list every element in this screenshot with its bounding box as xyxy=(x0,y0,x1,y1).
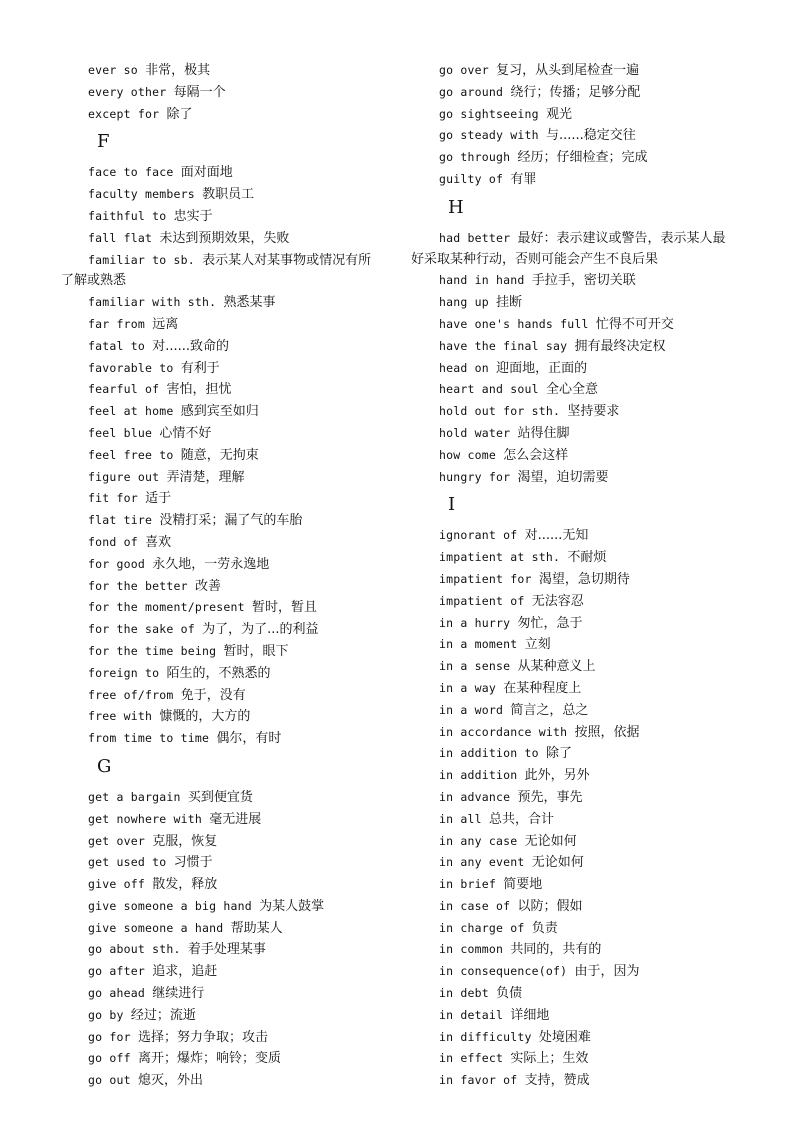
english-phrase: in brief xyxy=(439,877,496,892)
english-phrase: in a hurry xyxy=(439,615,511,630)
phrase-entry xyxy=(88,641,388,663)
phrase-entry xyxy=(439,547,739,569)
phrase-entry xyxy=(439,423,739,445)
phrase-entry xyxy=(439,270,739,292)
english-phrase: hold out for sth. xyxy=(439,404,561,419)
english-phrase: face to face xyxy=(88,165,174,180)
chinese-definition: 每隔一个 xyxy=(173,84,226,100)
english-phrase: in accordance with xyxy=(439,724,568,739)
phrase-entry xyxy=(88,554,388,576)
chinese-definition: 毫无进展 xyxy=(209,811,262,827)
phrase-entry xyxy=(439,525,739,547)
chinese-definition: 永久地，一劳永逸地 xyxy=(152,556,270,572)
chinese-definition: 习惯于 xyxy=(173,855,213,871)
left-column xyxy=(61,60,388,1092)
phrase-entry xyxy=(88,162,388,184)
phrase-entry xyxy=(439,765,739,787)
chinese-definition: 喜欢 xyxy=(145,534,172,550)
phrase-entry xyxy=(88,1027,388,1049)
chinese-definition: 克服，恢复 xyxy=(152,833,218,849)
chinese-definition: 渴望，迫切需要 xyxy=(517,469,609,485)
english-phrase: for good xyxy=(88,556,145,571)
english-phrase: ever so xyxy=(88,63,138,77)
phrase-entry xyxy=(439,379,739,401)
phrase-entry xyxy=(439,634,739,656)
chinese-definition: 无论如何 xyxy=(531,855,584,871)
chinese-definition: 买到便宜货 xyxy=(187,789,253,805)
english-phrase: give someone a hand xyxy=(88,920,224,935)
phrase-entry xyxy=(88,292,388,314)
chinese-definition: 忙得不可开交 xyxy=(595,316,674,332)
phrase-entry xyxy=(439,852,739,874)
english-phrase: from time to time xyxy=(88,731,210,746)
phrase-entry xyxy=(88,510,388,532)
chinese-definition: 没精打采；漏了气的车胎 xyxy=(159,513,303,529)
chinese-definition: 立刻 xyxy=(524,637,551,653)
english-phrase: in charge of xyxy=(439,920,525,935)
phrase-entry xyxy=(439,1027,739,1049)
chinese-definition: 负债 xyxy=(496,986,523,1002)
phrase-entry xyxy=(88,728,388,750)
chinese-definition: 暂时，眼下 xyxy=(223,643,289,659)
phrase-entry xyxy=(88,685,388,707)
phrase-entry xyxy=(88,82,388,104)
phrase-entry xyxy=(439,722,739,744)
chinese-definition: 以防；假如 xyxy=(517,898,583,914)
chinese-definition: 帮助某人 xyxy=(230,920,283,936)
phrase-entry xyxy=(88,896,388,918)
english-phrase: hold water xyxy=(439,425,511,440)
english-phrase: in a way xyxy=(439,680,496,695)
english-phrase: go for xyxy=(88,1029,131,1044)
chinese-definition: 支持，赞成 xyxy=(524,1073,590,1089)
phrase-entry xyxy=(88,874,388,896)
chinese-definition: 对......致命的 xyxy=(152,338,230,354)
phrase-entry xyxy=(439,831,739,853)
phrase-entry xyxy=(439,700,739,722)
english-phrase: in debt xyxy=(439,986,489,1001)
chinese-definition: 经过；流逝 xyxy=(130,1007,196,1023)
chinese-definition: 从某种意义上 xyxy=(517,659,596,675)
english-phrase: free of/from xyxy=(88,687,174,702)
english-phrase: hand in hand xyxy=(439,273,525,288)
chinese-definition: 无论如何 xyxy=(524,833,577,849)
phrase-entry xyxy=(88,918,388,940)
phrase-entry xyxy=(439,467,739,489)
chinese-definition: 有罪 xyxy=(510,171,537,187)
phrase-entry xyxy=(88,379,388,401)
chinese-definition: 详细地 xyxy=(510,1007,550,1023)
section-letter-heading: G xyxy=(97,755,112,777)
chinese-definition: 负责 xyxy=(531,920,558,936)
english-phrase: in detail xyxy=(439,1007,504,1022)
chinese-definition: 此外，另外 xyxy=(524,768,590,784)
chinese-definition: 散发，释放 xyxy=(152,877,218,893)
english-phrase: go about sth. xyxy=(88,942,181,957)
english-phrase: favorable to xyxy=(88,360,174,375)
phrase-entry xyxy=(439,445,739,467)
chinese-definition: 简要地 xyxy=(503,877,543,893)
phrase-entry xyxy=(439,169,739,191)
chinese-definition: 为某人鼓掌 xyxy=(259,898,325,914)
english-phrase: give someone a big hand xyxy=(88,898,252,913)
english-phrase: hang up xyxy=(439,295,489,310)
english-phrase: in advance xyxy=(439,789,511,804)
chinese-definition: 最好：表示建议或警告，表示某人最 xyxy=(517,230,726,246)
phrase-entry xyxy=(88,706,388,728)
english-phrase: in any event xyxy=(439,855,525,870)
phrase-entry xyxy=(88,314,388,336)
chinese-definition: 面对面地 xyxy=(180,165,233,181)
phrase-entry xyxy=(439,60,739,82)
english-phrase: have the final say xyxy=(439,338,568,353)
chinese-definition: 弄清楚，理解 xyxy=(166,469,245,485)
chinese-definition: 匆忙，急于 xyxy=(517,615,583,631)
english-phrase: guilty of xyxy=(439,171,504,186)
chinese-definition: 渴望，急切期待 xyxy=(538,571,630,587)
phrase-entry xyxy=(88,983,388,1005)
english-phrase: fond of xyxy=(88,534,138,549)
chinese-definition-continued: 好采取某种行动，否则可能会产生不良后果 xyxy=(411,251,659,267)
chinese-definition: 总共，合计 xyxy=(488,811,554,827)
english-phrase: in addition xyxy=(439,768,518,783)
phrase-entry xyxy=(439,743,739,765)
english-phrase: except for xyxy=(88,106,160,121)
phrase-entry xyxy=(439,591,739,613)
phrase-entry xyxy=(88,663,388,685)
english-phrase: heart and soul xyxy=(439,382,539,397)
english-phrase: get over xyxy=(88,833,145,848)
chinese-definition: 在某种程度上 xyxy=(503,680,582,696)
english-phrase: for the better xyxy=(88,578,188,593)
phrase-entry xyxy=(88,1070,388,1092)
chinese-definition: 免于，没有 xyxy=(180,687,246,703)
phrase-entry xyxy=(439,125,739,147)
chinese-definition: 处境困难 xyxy=(538,1029,591,1045)
chinese-definition: 绕行；传播；足够分配 xyxy=(510,84,641,100)
english-phrase: feel blue xyxy=(88,425,153,440)
phrase-entry xyxy=(88,831,388,853)
english-phrase: fit for xyxy=(88,491,138,506)
english-phrase: impatient at sth. xyxy=(439,550,561,565)
phrase-entry xyxy=(439,292,739,314)
english-phrase: go ahead xyxy=(88,986,145,1001)
english-phrase: in addition to xyxy=(439,746,539,761)
chinese-definition: 全心全意 xyxy=(545,382,598,398)
english-phrase: free with xyxy=(88,709,153,724)
phrase-entry xyxy=(439,401,739,423)
english-phrase: in any case xyxy=(439,833,518,848)
chinese-definition: 熄灭，外出 xyxy=(137,1073,203,1089)
phrase-entry xyxy=(88,1048,388,1070)
chinese-definition: 共同的，共有的 xyxy=(510,942,602,958)
phrase-entry xyxy=(439,569,739,591)
phrase-entry xyxy=(88,1005,388,1027)
english-phrase: faculty members xyxy=(88,187,195,202)
chinese-definition: 害怕，担忧 xyxy=(166,382,232,398)
chinese-definition: 着手处理某事 xyxy=(187,942,266,958)
phrase-entry xyxy=(439,82,739,104)
english-phrase: feel at home xyxy=(88,404,174,419)
chinese-definition: 拥有最终决定权 xyxy=(574,338,666,354)
chinese-definition: 慷慨的，大方的 xyxy=(159,709,251,725)
phrase-entry xyxy=(439,874,739,896)
chinese-definition: 实际上；生效 xyxy=(510,1051,589,1067)
chinese-definition: 非常，极其 xyxy=(145,63,211,78)
phrase-entry xyxy=(88,104,388,126)
chinese-definition: 熟悉某事 xyxy=(223,295,276,311)
phrase-entry xyxy=(439,314,739,336)
english-phrase: ignorant of xyxy=(439,528,518,543)
chinese-definition: 手拉手，密切关联 xyxy=(531,273,636,289)
chinese-definition: 陌生的，不熟悉的 xyxy=(166,665,271,681)
section-letter-heading: F xyxy=(97,131,110,153)
phrase-entry xyxy=(88,228,388,250)
english-phrase: for the time being xyxy=(88,643,217,658)
chinese-definition: 适于 xyxy=(145,491,172,507)
phrase-entry xyxy=(88,60,388,82)
english-phrase: in a sense xyxy=(439,659,511,674)
chinese-definition: 暂时，暂且 xyxy=(251,600,317,616)
chinese-definition: 由于，因为 xyxy=(574,964,640,980)
english-phrase: go after xyxy=(88,964,145,979)
phrase-entry xyxy=(439,983,739,1005)
english-phrase: fall flat xyxy=(88,230,153,245)
english-phrase: get a bargain xyxy=(88,789,181,804)
section-letter-heading: I xyxy=(448,494,456,516)
chinese-definition-continued: 了解或熟悉 xyxy=(61,273,127,289)
section-letter-heading: H xyxy=(448,196,464,218)
english-phrase: have one's hands full xyxy=(439,316,589,331)
chinese-definition: 改善 xyxy=(194,578,221,594)
english-phrase: for the sake of xyxy=(88,622,195,637)
chinese-definition: 远离 xyxy=(152,316,179,332)
phrase-entry xyxy=(439,147,739,169)
english-phrase: flat tire xyxy=(88,513,153,528)
english-phrase: in case of xyxy=(439,898,511,913)
english-phrase: feel free to xyxy=(88,447,174,462)
phrase-entry xyxy=(439,678,739,700)
chinese-definition: 经历；仔细检查；完成 xyxy=(517,150,648,166)
chinese-definition: 除了 xyxy=(166,106,193,122)
chinese-definition: 追求，追赶 xyxy=(152,964,218,980)
english-phrase: in difficulty xyxy=(439,1029,532,1044)
phrase-entry xyxy=(439,918,739,940)
phrase-entry xyxy=(88,401,388,423)
english-phrase: get nowhere with xyxy=(88,811,202,826)
phrase-entry xyxy=(88,576,388,598)
english-phrase: go out xyxy=(88,1073,131,1088)
english-phrase: impatient of xyxy=(439,593,525,608)
chinese-definition: 复习，从头到尾检查一遍 xyxy=(496,63,640,78)
chinese-definition: 与......稳定交往 xyxy=(545,128,636,144)
english-phrase: for the moment/present xyxy=(88,600,245,615)
english-phrase: how come xyxy=(439,447,496,462)
phrase-entry xyxy=(88,445,388,467)
chinese-definition: 坚持要求 xyxy=(567,404,620,420)
right-column xyxy=(411,60,739,1092)
english-phrase: go steady with xyxy=(439,128,539,143)
chinese-definition: 不耐烦 xyxy=(567,550,607,566)
english-phrase: go through xyxy=(439,150,511,165)
chinese-definition: 心情不好 xyxy=(159,425,212,441)
chinese-definition: 有利于 xyxy=(180,360,220,376)
english-phrase: go off xyxy=(88,1051,131,1066)
chinese-definition: 离开；爆炸；响铃；变质 xyxy=(137,1051,281,1067)
english-phrase: far from xyxy=(88,316,145,331)
phrase-entry xyxy=(439,939,739,961)
english-phrase: go around xyxy=(439,84,504,99)
chinese-definition: 教职员工 xyxy=(202,187,255,203)
phrase-entry xyxy=(439,787,739,809)
phrase-entry xyxy=(439,358,739,380)
english-phrase: in favor of xyxy=(439,1073,518,1088)
phrase-entry xyxy=(88,809,388,831)
phrase-entry xyxy=(88,619,388,641)
chinese-definition: 对......无知 xyxy=(524,528,589,544)
english-phrase: go over xyxy=(439,63,489,77)
phrase-entry xyxy=(88,467,388,489)
chinese-definition: 挂断 xyxy=(496,295,523,311)
english-phrase: had better xyxy=(439,230,511,245)
chinese-definition: 预先，事先 xyxy=(517,789,583,805)
phrase-entry xyxy=(88,787,388,809)
english-phrase: get used to xyxy=(88,855,167,870)
chinese-definition: 除了 xyxy=(545,746,572,762)
phrase-entry xyxy=(88,358,388,380)
english-phrase: familiar with sth. xyxy=(88,295,217,310)
english-phrase: foreign to xyxy=(88,665,160,680)
phrase-entry xyxy=(88,206,388,228)
english-phrase: figure out xyxy=(88,469,160,484)
chinese-definition: 偶尔，有时 xyxy=(216,731,282,747)
english-phrase: faithful to xyxy=(88,208,167,223)
english-phrase: hungry for xyxy=(439,469,511,484)
chinese-definition: 按照，依据 xyxy=(574,724,640,740)
chinese-definition: 观光 xyxy=(545,106,572,122)
phrase-entry xyxy=(439,656,739,678)
phrase-entry xyxy=(439,896,739,918)
phrase-entry xyxy=(88,597,388,619)
phrase-entry xyxy=(439,1005,739,1027)
phrase-entry xyxy=(411,228,739,271)
english-phrase: in a moment xyxy=(439,637,518,652)
english-phrase: in all xyxy=(439,811,482,826)
phrase-entry xyxy=(439,1070,739,1092)
english-phrase: in common xyxy=(439,942,504,957)
chinese-definition: 随意，无拘束 xyxy=(180,447,259,463)
chinese-definition: 忠实于 xyxy=(173,208,213,224)
chinese-definition: 表示某人对某事物或情况有所 xyxy=(202,252,372,268)
phrase-entry xyxy=(439,613,739,635)
english-phrase: fearful of xyxy=(88,382,160,397)
phrase-entry xyxy=(439,336,739,358)
phrase-entry xyxy=(88,488,388,510)
english-phrase: go sightseeing xyxy=(439,106,539,121)
english-phrase: go by xyxy=(88,1007,124,1022)
english-phrase: familiar to sb. xyxy=(88,252,195,267)
phrase-entry xyxy=(88,184,388,206)
phrase-entry xyxy=(61,250,388,293)
phrase-entry xyxy=(88,852,388,874)
english-phrase: every other xyxy=(88,84,167,99)
phrase-entry xyxy=(439,961,739,983)
phrase-entry xyxy=(88,939,388,961)
chinese-definition: 站得住脚 xyxy=(517,425,570,441)
chinese-definition: 无法容忍 xyxy=(531,593,584,609)
phrase-entry xyxy=(439,809,739,831)
english-phrase: head on xyxy=(439,360,489,375)
chinese-definition: 为了，为了...的利益 xyxy=(202,622,319,638)
phrase-entry xyxy=(88,336,388,358)
chinese-definition: 感到宾至如归 xyxy=(180,404,259,420)
phrase-entry xyxy=(88,532,388,554)
english-phrase: in consequence(of) xyxy=(439,964,568,979)
english-phrase: in effect xyxy=(439,1051,504,1066)
phrase-entry xyxy=(88,961,388,983)
chinese-definition: 选择；努力争取；攻击 xyxy=(137,1029,268,1045)
english-phrase: in a word xyxy=(439,702,504,717)
chinese-definition: 怎么会这样 xyxy=(503,447,569,463)
chinese-definition: 迎面地，正面的 xyxy=(496,360,588,376)
english-phrase: impatient for xyxy=(439,571,532,586)
english-phrase: give off xyxy=(88,877,145,892)
phrase-entry xyxy=(88,423,388,445)
english-phrase: fatal to xyxy=(88,338,145,353)
phrase-entry xyxy=(439,1048,739,1070)
phrase-entry xyxy=(439,104,739,126)
chinese-definition: 继续进行 xyxy=(152,986,205,1002)
chinese-definition: 简言之，总之 xyxy=(510,702,589,718)
chinese-definition: 未达到预期效果，失败 xyxy=(159,230,290,246)
